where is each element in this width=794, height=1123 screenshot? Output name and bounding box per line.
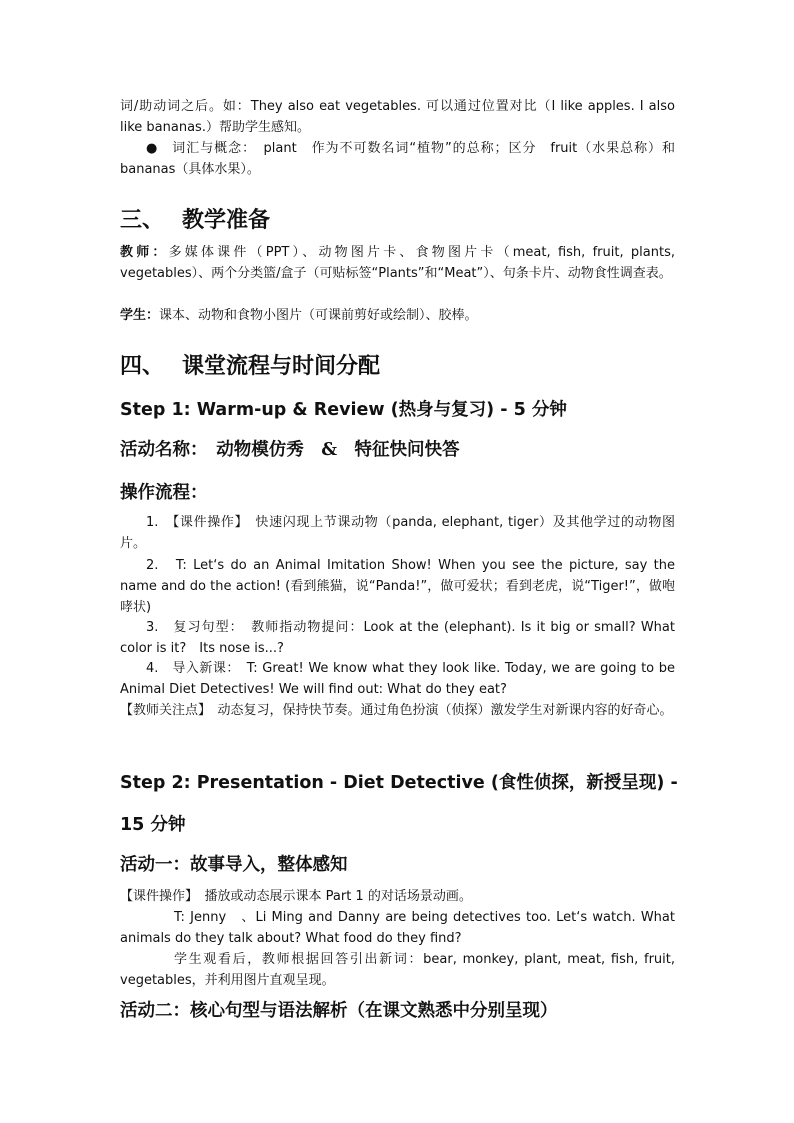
student-preparation (120, 305, 675, 326)
paragraph-grammar-note: 词/助动词之后。如：They also eat vegetables. 可以通过位置对比（I like apples. I also like bananas.）帮助学生感知。 (120, 99, 675, 135)
step-1-title: Step 1: Warm-up & Review (热身与复习) - 5 分钟 (120, 400, 567, 420)
teacher-preparation (120, 242, 675, 284)
student-materials: 课本、动物和食物小图片（可课前剪好或绘制）、胶棒。 (159, 308, 478, 323)
activity-1-teacher-talk: T: Jenny 、Li Ming and Danny are being detectives too. Let‘s watch. What animals do they talk about? What food do they find? (120, 910, 675, 946)
section-3-title: 教学准备 (182, 207, 271, 233)
procedure-label: 操作流程： (120, 483, 208, 503)
step-2-title-line-1: Step 2: Presentation - Diet Detective (食性侦探，新授呈现) - (120, 773, 678, 793)
procedure-item-4: 4. 导入新课： T: Great! We know what they look like. Today, we are going to be Animal Diet Detectives! We will find out: What do they eat? (120, 661, 675, 697)
section-4-title: 课堂流程与时间分配 (182, 353, 381, 379)
paragraph-vocabulary-bullet: ● 词汇与概念： plant 作为不可数名词“植物”的总称；区分 fruit（水果总称）和 bananas（具体水果）。 (120, 141, 689, 177)
section-4-heading (120, 351, 380, 381)
procedure-item-2: 2. T: Let‘s do an Animal Imitation Show! When you see the picture, say the name and do the action! (看到熊猫，说“Panda!”，做可爱状；看到老虎，说“Tiger!”，做咆哮状) (120, 558, 675, 615)
step-2-title-line-2: 15 分钟 (120, 815, 186, 835)
activity-2-title: 活动二：核心句型与语法解析（在课文熟悉中分别呈现） (120, 1001, 558, 1021)
section-3-number: 三、 (120, 207, 165, 233)
teacher-materials: 多媒体课件（PPT）、动物图片卡、食物图片卡（meat, fish, fruit, plants, vegetables）、两个分类篮/盒子（可贴标签“Plants”和“Meat”）、句条卡片、动物食性调查表。 (120, 245, 675, 281)
teacher-label: 教师： (120, 245, 169, 260)
activity-1-new-words: 学生观看后，教师根据回答引出新词：bear, monkey, plant, meat, fish, fruit, vegetables，并利用图片直观呈现。 (120, 952, 675, 988)
procedure-item-3: 3. 复习句型： 教师指动物提问：Look at the (elephant). Is it big or small? What color is it? Its nose is...? (120, 620, 675, 656)
section-4-number: 四、 (120, 353, 165, 379)
section-3-heading (120, 205, 270, 235)
teacher-focus-note: 【教师关注点】 动态复习，保持快节奏。通过角色扮演（侦探）激发学生对新课内容的好奇心。 (120, 703, 673, 718)
activity-1-title: 活动一：故事导入，整体感知 (120, 855, 348, 875)
activity-1-courseware: 【课件操作】 播放或动态展示课本 Part 1 的对话场景动画。 (120, 889, 472, 904)
student-label: 学生： (120, 308, 160, 323)
procedure-item-1: 1. 【课件操作】 快速闪现上节课动物（panda, elephant, tiger）及其他学过的动物图片。 (120, 515, 675, 551)
activity-name: 活动名称： 动物模仿秀 & 特征快问快答 (120, 440, 460, 460)
